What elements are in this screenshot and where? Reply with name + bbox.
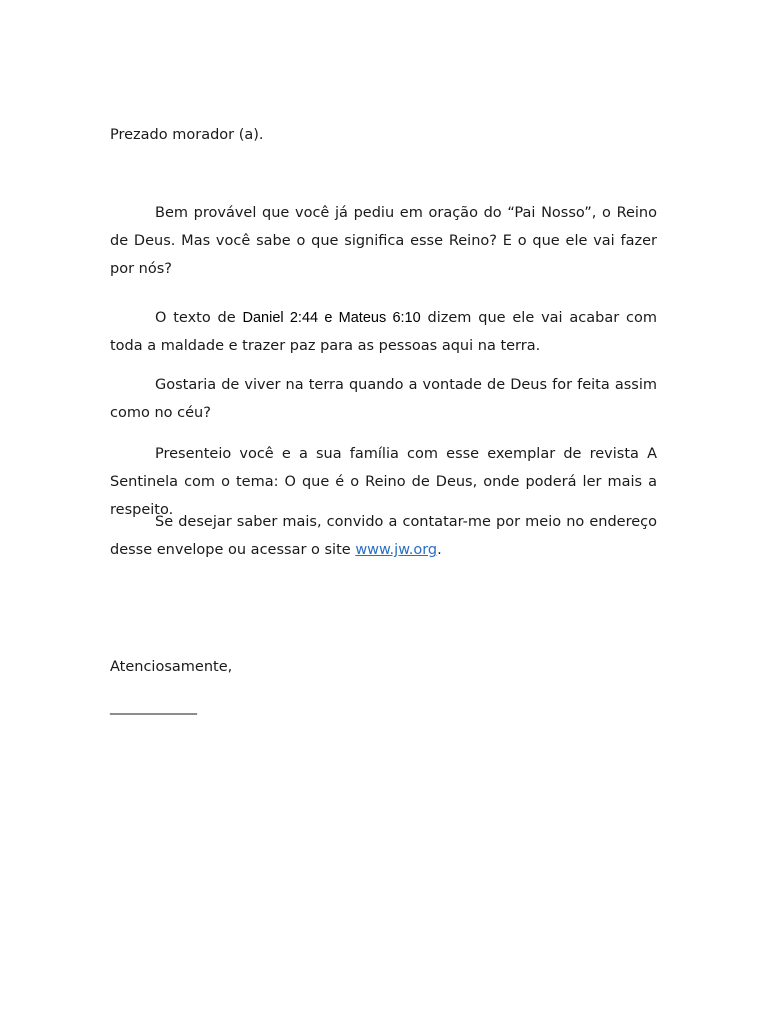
paragraph-5 bbox=[110, 508, 657, 564]
paragraph-1 bbox=[110, 199, 657, 283]
paragraph-3-text: Gostaria de viver na terra quando a vontade de Deus for feita assim como no céu? bbox=[110, 377, 657, 421]
paragraph-2-start: O texto de bbox=[155, 310, 243, 326]
scripture-reference: Daniel 2:44 e Mateus 6:10 bbox=[242, 310, 421, 326]
paragraph-5-start: Se desejar saber mais, convido a contatar-me por meio no endereço desse envelope ou acessar o site bbox=[110, 514, 657, 558]
paragraph-1-text: Bem provável que você já pediu em oração do “Pai Nosso”, o Reino de Deus. Mas você sabe o que significa esse Reino? E o que ele vai fazer por nós? bbox=[110, 205, 657, 277]
greeting: Prezado morador (a). bbox=[110, 127, 264, 143]
paragraph-4-text: Presenteio você e a sua família com esse exemplar de revista A Sentinela com o tema: O que é o Reino de Deus, onde poderá ler mais a respeito. bbox=[110, 446, 657, 518]
closing: Atenciosamente, bbox=[110, 659, 233, 675]
paragraph-5-end: . bbox=[437, 542, 442, 558]
paragraph-3 bbox=[110, 371, 657, 427]
signature-line: ____________ bbox=[110, 699, 197, 715]
paragraph-2 bbox=[110, 304, 657, 360]
website-link[interactable]: www.jw.org bbox=[355, 542, 438, 558]
paragraph-2-end: dizem que ele vai acabar com toda a maldade e trazer paz para as pessoas aqui na terra. bbox=[110, 310, 657, 354]
